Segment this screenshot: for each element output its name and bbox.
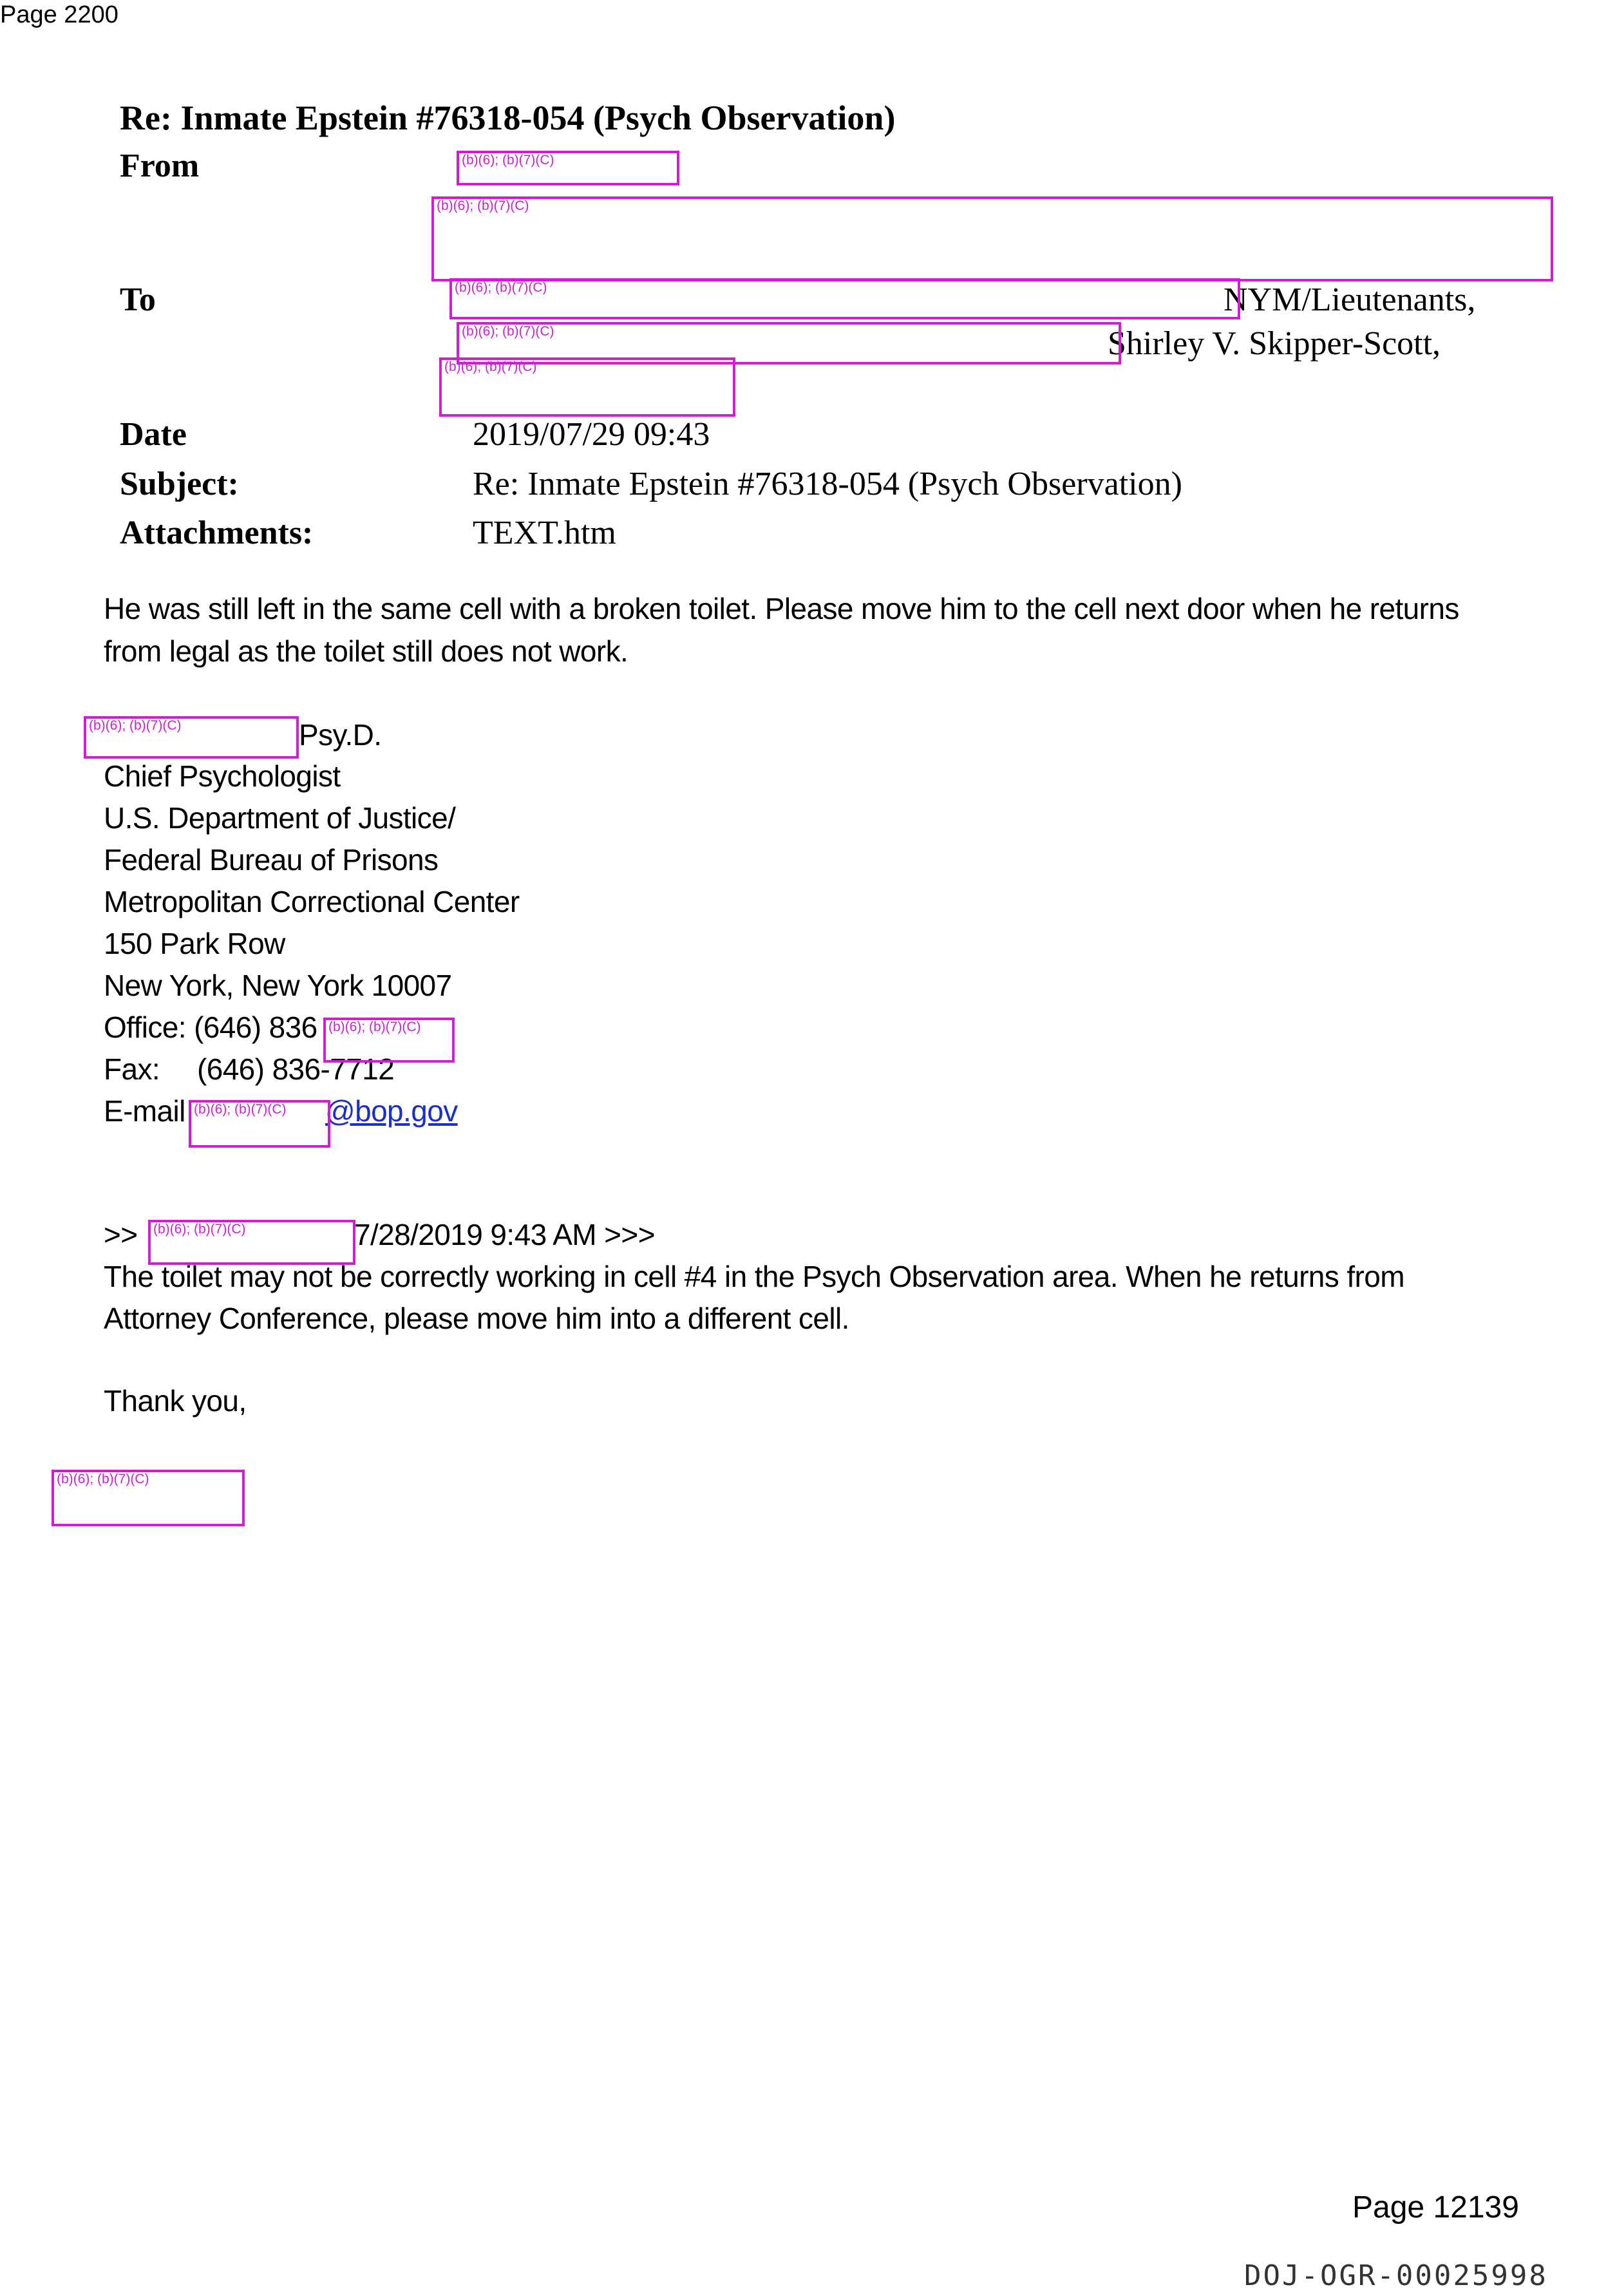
to-recipient-fragment: Shirley V. Skipper-Scott, xyxy=(1108,325,1441,362)
redaction-label: (b)(6); (b)(7)(C) xyxy=(194,1102,287,1117)
redaction-box xyxy=(323,1018,455,1063)
redaction-label: (b)(6); (b)(7)(C) xyxy=(462,324,554,339)
signature-line: Federal Bureau of Prisons xyxy=(104,843,439,877)
page-number-bottom: Page 12139 xyxy=(1352,2190,1519,2225)
redaction-box xyxy=(449,278,1240,319)
email-link[interactable]: @bop.gov xyxy=(325,1094,458,1128)
quoted-body-line: The toilet may not be correctly working in cell #4 in the Psych Observation area. When he returns from xyxy=(104,1260,1404,1293)
to-recipient-fragment: NYM/Lieutenants, xyxy=(1224,281,1476,318)
from-label: From xyxy=(120,147,200,184)
signature-title: Psy.D. xyxy=(299,718,382,752)
message-body-line: from legal as the toilet still does not work. xyxy=(104,634,628,668)
signature-line: 150 Park Row xyxy=(104,927,285,960)
to-label: To xyxy=(120,281,156,318)
attachments-label: Attachments: xyxy=(120,515,314,551)
subject-value: Re: Inmate Epstein #76318-054 (Psych Observation) xyxy=(473,466,1182,502)
bates-stamp: DOJ-OGR-00025998 xyxy=(1244,2259,1548,2292)
signature-line: Chief Psychologist xyxy=(104,759,341,793)
subject-label: Subject: xyxy=(120,466,239,502)
page-number-top: Page 2200 xyxy=(0,1,118,28)
signature-fax-value: (646) 836-7712 xyxy=(197,1052,395,1086)
redaction-label: (b)(6); (b)(7)(C) xyxy=(462,153,554,167)
date-label: Date xyxy=(120,416,187,453)
closing-line: Thank you, xyxy=(104,1384,247,1418)
redaction-box xyxy=(148,1220,355,1265)
redaction-label: (b)(6); (b)(7)(C) xyxy=(89,718,182,733)
signature-line: U.S. Department of Justice/ xyxy=(104,801,456,835)
quote-marker: >> xyxy=(104,1218,138,1251)
quoted-message-date: 7/28/2019 9:43 AM >>> xyxy=(354,1218,655,1251)
message-body-line: He was still left in the same cell with a broken toilet. Please move him to the cell next door when he returns xyxy=(104,592,1459,625)
redaction-label: (b)(6); (b)(7)(C) xyxy=(328,1020,421,1034)
signature-line: Metropolitan Correctional Center xyxy=(104,885,520,918)
signature-fax-label: Fax: xyxy=(104,1052,160,1086)
redaction-label: (b)(6); (b)(7)(C) xyxy=(437,198,529,213)
date-value: 2019/07/29 09:43 xyxy=(473,416,710,453)
signature-office-phone: Office: (646) 836 xyxy=(104,1010,317,1044)
redaction-box xyxy=(439,357,735,417)
redaction-box xyxy=(84,716,299,759)
redaction-box xyxy=(457,151,679,185)
redaction-label: (b)(6); (b)(7)(C) xyxy=(444,359,537,374)
redaction-box xyxy=(52,1470,245,1526)
signature-line: New York, New York 10007 xyxy=(104,969,452,1002)
attachments-value: TEXT.htm xyxy=(473,515,616,551)
signature-email-label: E-mail xyxy=(104,1094,185,1128)
redaction-label: (b)(6); (b)(7)(C) xyxy=(455,280,547,295)
redaction-label: (b)(6); (b)(7)(C) xyxy=(57,1472,149,1486)
quoted-body-line: Attorney Conference, please move him into a different cell. xyxy=(104,1302,849,1335)
email-title: Re: Inmate Epstein #76318-054 (Psych Observation) xyxy=(120,99,896,137)
redaction-label: (b)(6); (b)(7)(C) xyxy=(153,1222,246,1237)
redaction-box xyxy=(431,196,1553,281)
redaction-box xyxy=(189,1100,330,1148)
